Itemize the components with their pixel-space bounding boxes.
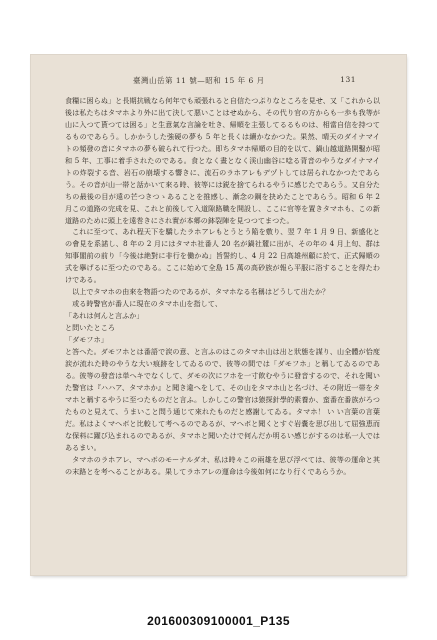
paragraph: と問いたところ [65, 323, 116, 333]
paragraph: 食糧に困らぬ」と長期抗戦なら何年でも頑張れると自信たつぷりなところを見せ、又「これから以後は私たちはタマホより外に出て決して悪いことはせぬから、その代り官の方からも一歩も我等が山に入つて貰つては困る」と生意氣な言論を吐き、帰順を主張してるるものは、相當自信を持つてるものであらう。しかかうした強硬の夢も 5 年と長くは續かなかつた。果然、晴天のダイナマイトの頻發の音にタマホの夢も破られて行つた。即ちタマホ帰順の目的を以て、鍋山越道路開鑿が昭和 5 年、工事に着手されたのである。食となく晝となく渓山幽谷に唸る背音のやうなダイナマイトの炸裂する音、岩石の崩壊する響きに、流石のラホアレもデヅトしては居られなかつたであらう。その音が山一帯と話かいて來る時、彼等には鋭を捨てられるやうに感じたであらう。又自分たちの最後の目が遠の芒つきつゝあることを推感し、漸念の鋼を抉めたことであらう。昭和 6 年 2 月この道路の完成を見、これと前後して入道隙路職を開設し、ここに官等を置きタマホも、この新道路のために頭上を遠巻きにされ實が本郷の鉢裂陣を見つつてまつた。 [65, 96, 380, 225]
dialogue-line: 「あれは何んと言ふか」 [65, 311, 144, 321]
page-number: 131 [340, 75, 356, 84]
paragraph: タマホのラホアレ、マへボのモーナルダオ、私は時々この兩雄を思び浮べては、彼等の運命と其の末路とを考へることがある。果してラホアレの運命は今後如何になり行くであらうか。 [65, 454, 380, 476]
body-text [65, 95, 380, 478]
paragraph: これに至つて、あれ程天下を驕したラホアレもとうとう陥を敷り、翌 7 年 1 月 9 日、新盛化との會見を系諾し、8 年の 2 月にはタマホ社番人 20 名が鍋社麓に出が、その年の 4 月上旬、群は知事閣前の前り「今後は絶對に非行を働かぬ」旨誓約し、4 月 22 日高雄州顧に於て、正式歸順の式を擧げるに至つたのである。ここに始めて全島 15 萬の高砂族が報ら平服に浴することを得たわけである。 [65, 227, 380, 285]
running-title: 臺灣山岳第 11 號—昭和 15 年 6 月 [133, 76, 265, 85]
dialogue-line: 「ダモフホ」 [65, 335, 108, 345]
paragraph: 以上でタマホの由來を物語つたのであるが、タマホなる名稱はどうして出たか？ [72, 287, 330, 297]
document-page [31, 55, 406, 575]
image-caption: 201600309100001_P135 [147, 614, 290, 628]
paragraph: 或る時警官が番人に現在のタマホ山を指して、 [72, 299, 222, 309]
paragraph: と答へた。ダモフホとは番語で涙の意、と言ふのはこのタマホ山は出と狀態を謀り、山全體が恰度涙が流れた時のやうな大い痕跡をしてゐるので、彼等の間では「ダモフホ」と稱してゐるのである。彼等の發音は単へキでなくして、ダモの次にフホを一寸飲むやうに發音するので、それを聞いた警官は『ハハア、タマホか』と聞き違へをして、その山をタマホ山と名づけ、その附近一帯をタマホと稱するやうに至つたものだと言ふ。しかしこの警官は猿探針學的素養か、蛮番在番族がろつたものと見えて、うまいこと問う通じて來れたものだと感謝してゐる。タマホ！ い い言葉の言葉だ。私はよくマへボと比較して考へるのであるが、マへボと聞くとすぐ岩嚢を思び出して屈強恵而な保料に躍び込まれるのであるが、タマホと聞いたけで何んだか明るい感じがするのは私一人ではあるまい。 [65, 347, 380, 452]
